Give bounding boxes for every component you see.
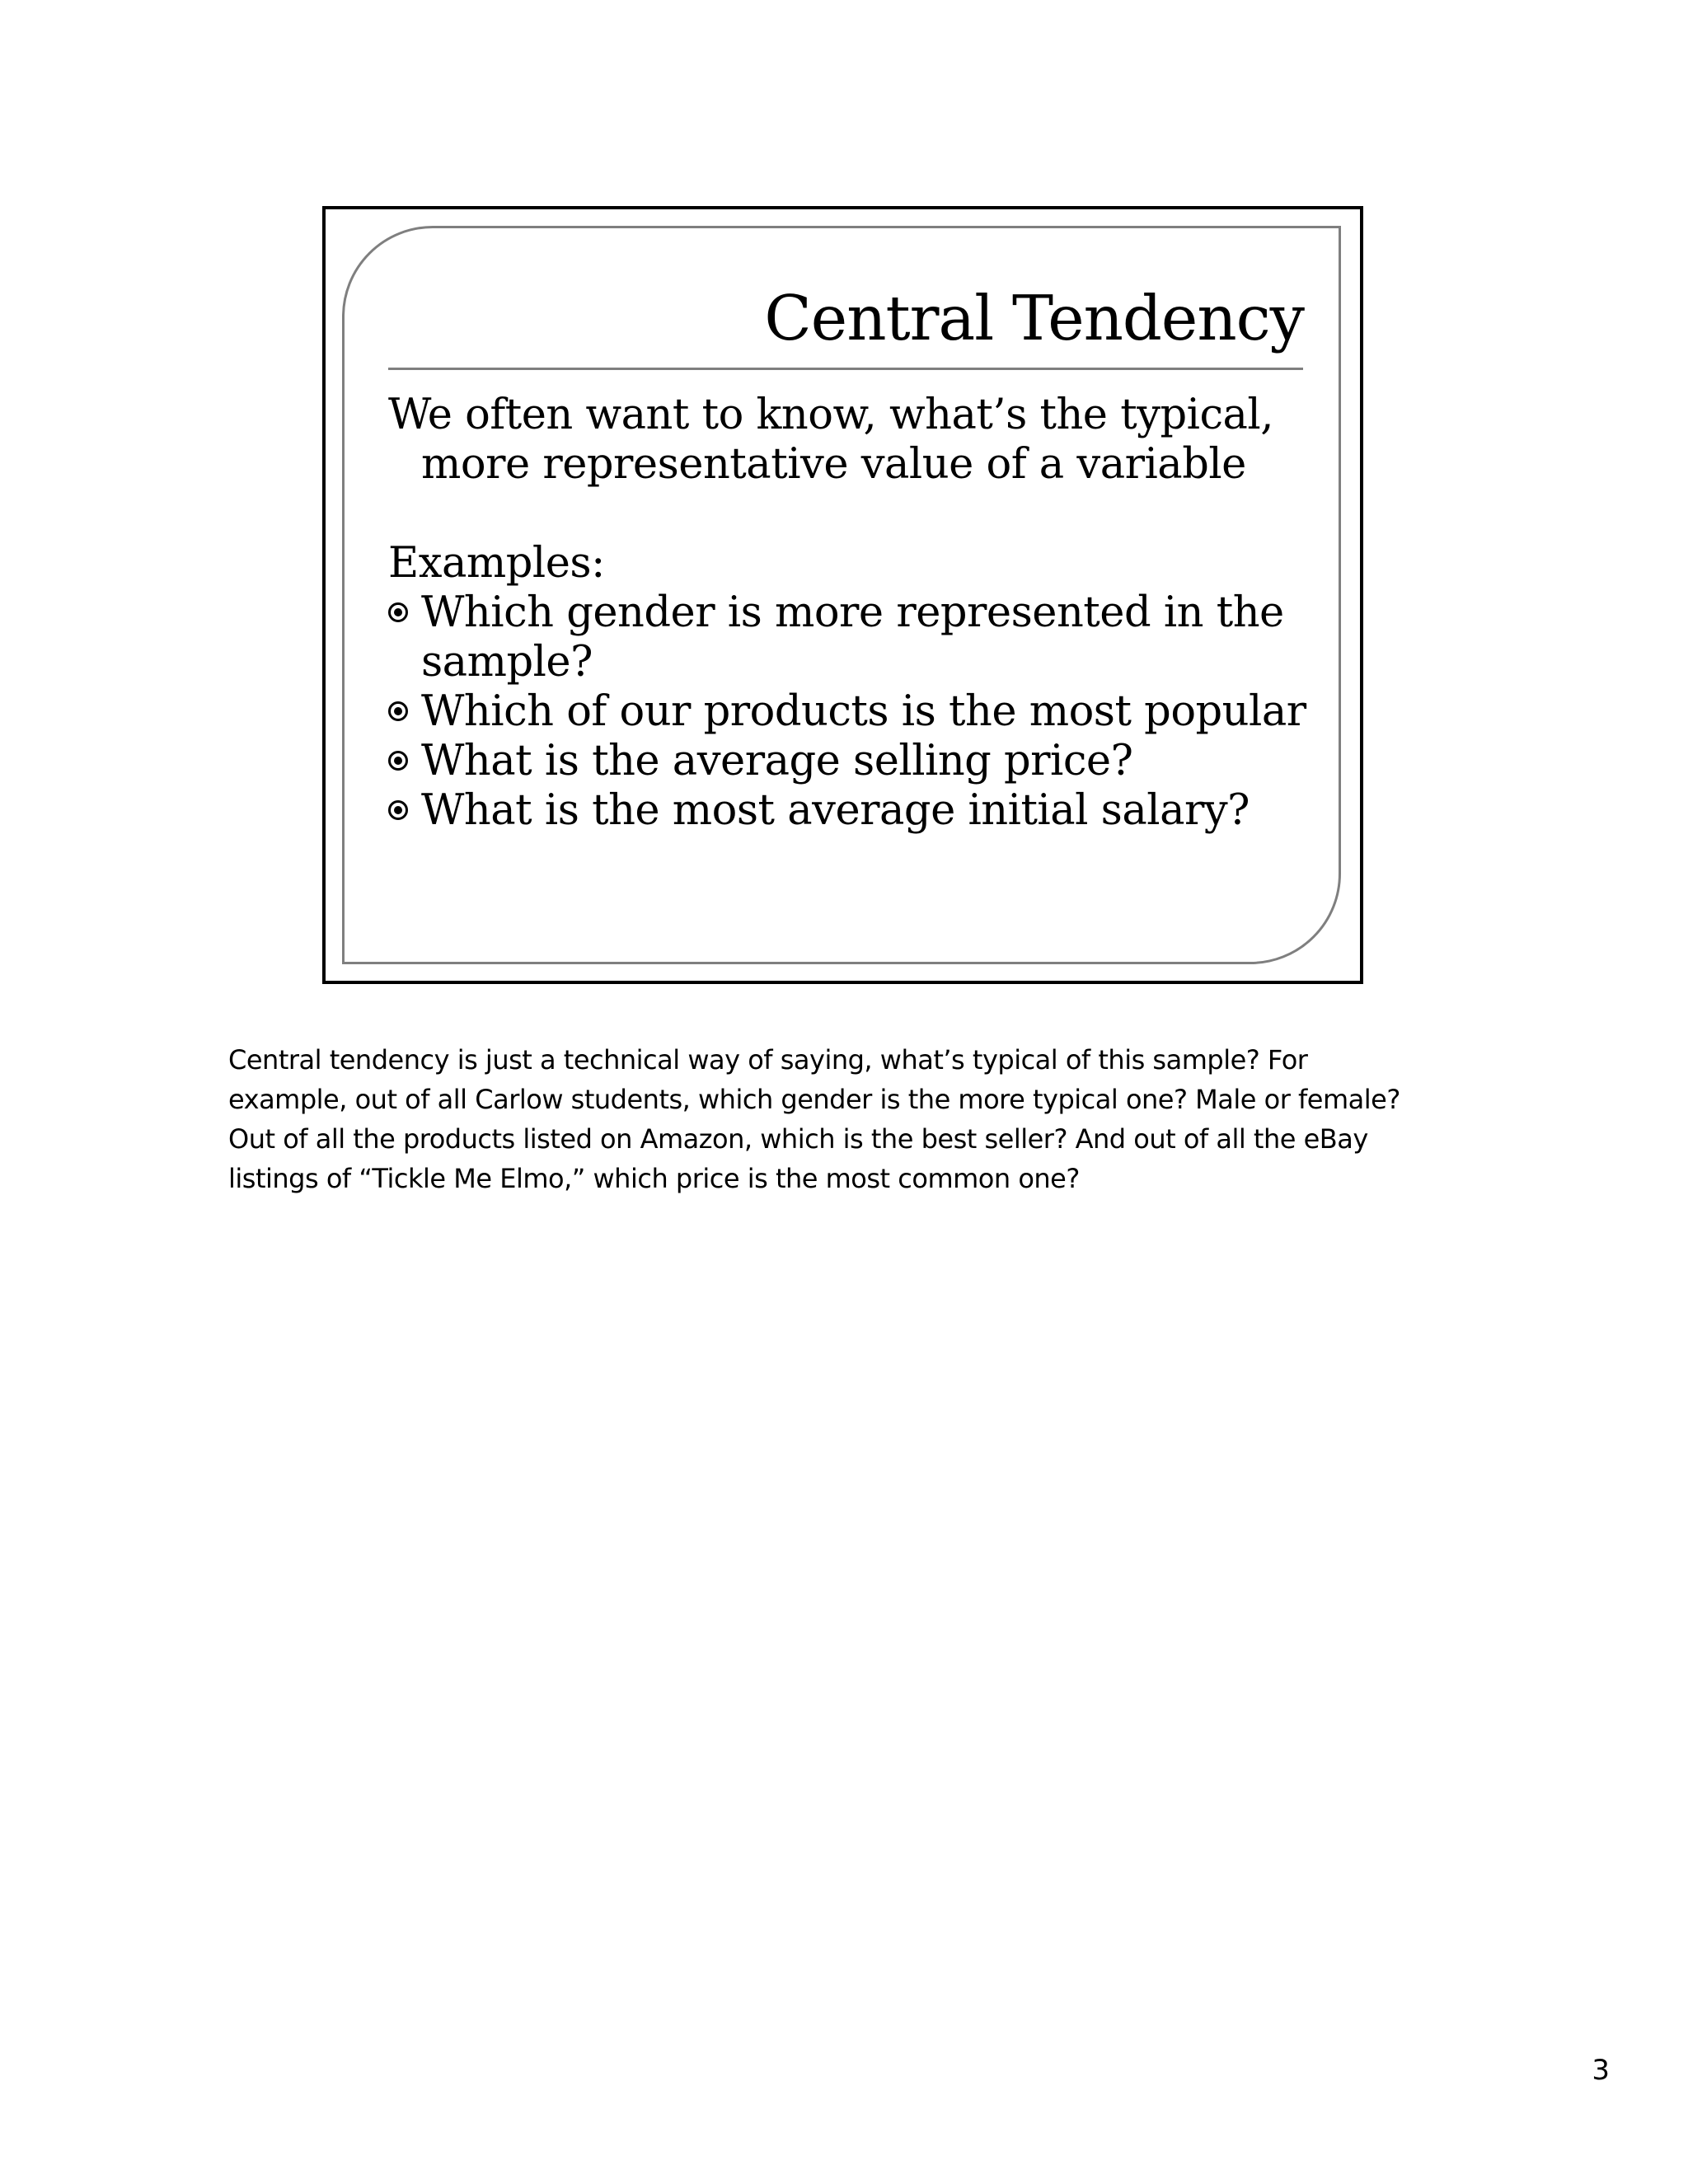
list-item [388, 786, 1311, 836]
circle-bullet-icon [388, 602, 408, 622]
circle-bullet-icon [388, 701, 408, 721]
page-number: 3 [1592, 2054, 1610, 2087]
slide-body [388, 391, 1311, 836]
bullet-text: What is the average selling price? [421, 737, 1133, 785]
slide-title: Central Tendency [764, 282, 1304, 354]
list-item [388, 737, 1311, 786]
examples-label: Examples: [388, 539, 605, 588]
circle-bullet-icon [388, 751, 408, 771]
bullet-text: Which of our products is the most popular [421, 687, 1306, 736]
bullet-text: What is the most average initial salary? [421, 786, 1250, 835]
list-item [388, 588, 1311, 687]
paragraph-spacer [388, 490, 1311, 539]
circle-bullet-icon [388, 800, 408, 820]
examples-list [388, 588, 1311, 836]
speaker-notes: Central tendency is just a technical way of saying, what’s typical of this sample? For example, out of all Carlow students, which gender is the more typical one? Male or female? Out of all the products listed on Amazon, which is the best seller? And out of all the eBay listings of “Tickle Me Elmo,” which price is the most common one? [228, 1044, 1400, 1194]
list-item [388, 687, 1311, 737]
title-divider [388, 368, 1303, 370]
slide-intro-text: We often want to know, what’s the typical, more representative value of a variable [388, 391, 1273, 489]
bullet-text: Which gender is more represented in the sample? [421, 588, 1284, 687]
slide-thumbnail [322, 206, 1363, 984]
